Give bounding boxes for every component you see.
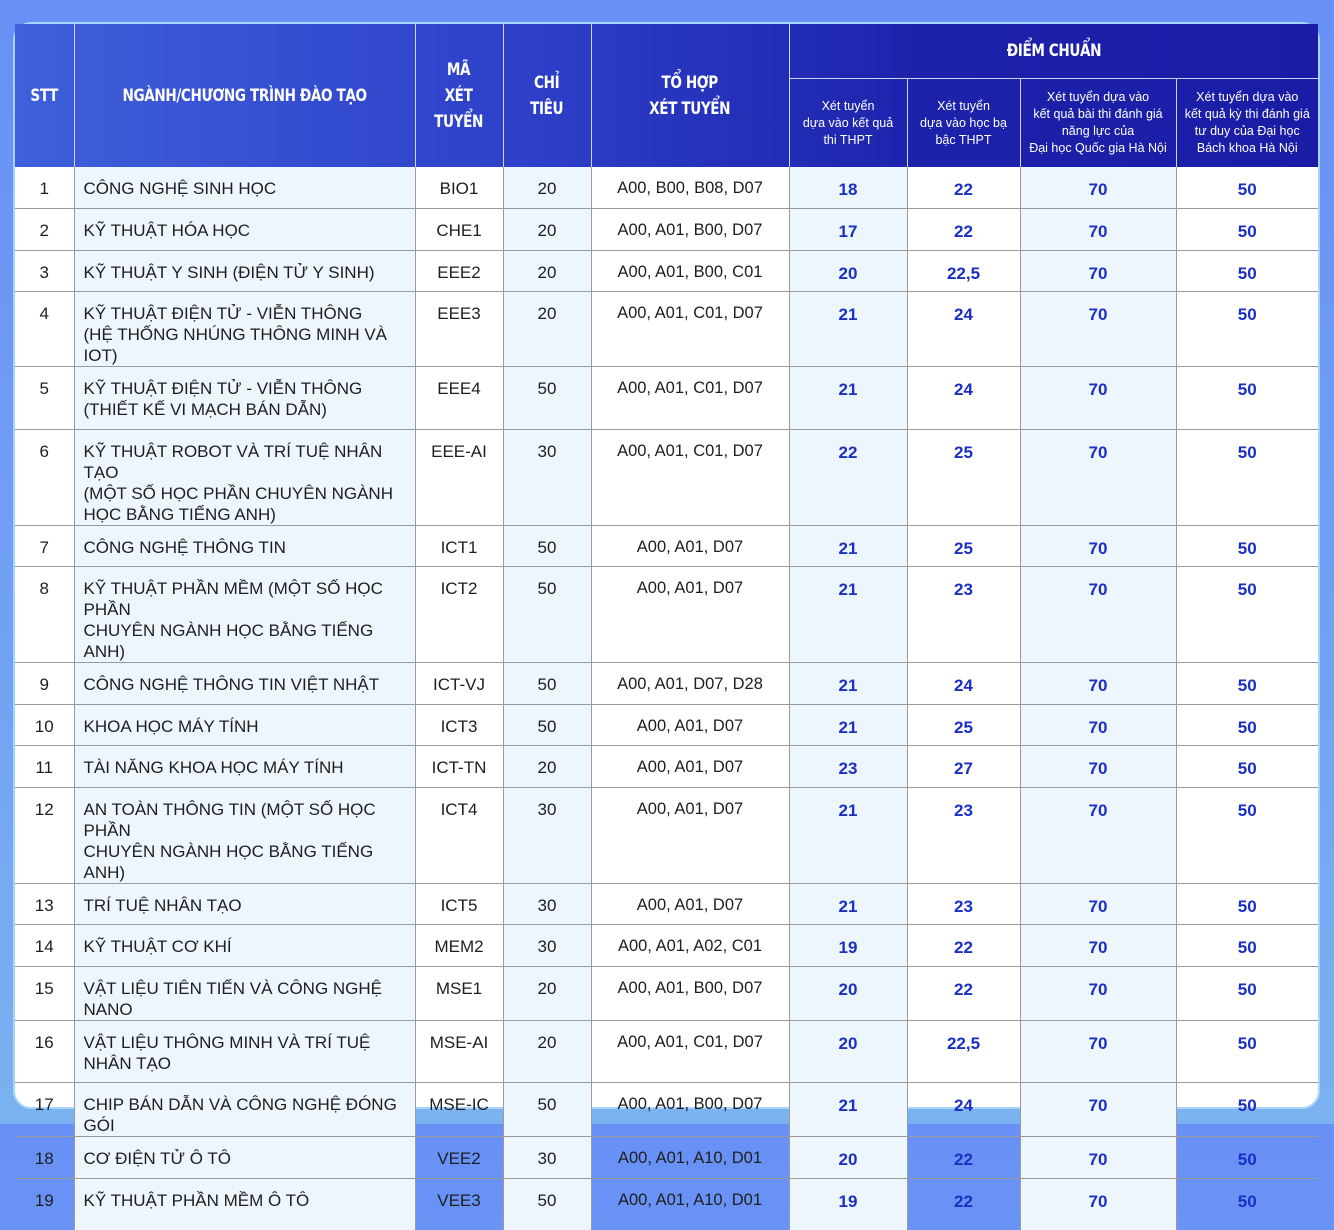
cell-program-name [74, 966, 415, 1020]
cell-quota: 50 [503, 367, 591, 430]
cell-stt: 14 [15, 925, 74, 967]
cell-score-hocba: 22 [907, 1137, 1020, 1179]
cell-score-hocba: 23 [907, 787, 1020, 883]
cell-score-dgnl: 70 [1020, 1083, 1176, 1137]
cell-stt: 4 [15, 292, 74, 367]
cell-stt: 18 [15, 1137, 74, 1179]
cell-score-hocba: 24 [907, 1083, 1020, 1137]
cell-combo: A00, A01, D07 [591, 704, 789, 746]
cell-score-thpt: 21 [789, 367, 907, 430]
table-row [15, 367, 1318, 430]
cell-stt: 3 [15, 250, 74, 292]
cell-combo: A00, A01, C01, D07 [591, 1020, 789, 1083]
cell-score-dgnl: 70 [1020, 1137, 1176, 1179]
cell-combo: A00, A01, A10, D01 [591, 1137, 789, 1179]
cell-score-dgtd: 50 [1237, 1191, 1257, 1211]
program-name-line: AN TOÀN THÔNG TIN (MỘT SỐ HỌC PHẦN [83, 799, 376, 840]
cell-score-thpt: 21 [789, 292, 907, 367]
cell-score-hocba: 25 [907, 525, 1020, 567]
cell-combo: A00, A01, D07 [591, 746, 789, 788]
cell-stt: 8 [15, 567, 74, 663]
table-row [15, 787, 1318, 883]
cell-score-thpt: 21 [789, 567, 907, 663]
cell-program-name [74, 567, 415, 663]
cell-code: ICT5 [415, 883, 503, 925]
cell-stt: 1 [15, 167, 74, 209]
program-name-line: CÔNG NGHỆ THÔNG TIN VIỆT NHẬT [83, 675, 380, 694]
program-name-line: KỸ THUẬT ĐIỆN TỬ - VIỄN THÔNG [83, 304, 363, 323]
cell-score-hocba: 22 [907, 167, 1020, 209]
cell-score-thpt: 19 [789, 925, 907, 967]
cell-quota: 50 [503, 1083, 591, 1137]
cell-program-name [74, 746, 415, 788]
cell-score-dgtd: 50 [1176, 787, 1318, 883]
cell-quota: 30 [503, 1137, 591, 1179]
cell-score-dgnl: 70 [1020, 1020, 1176, 1083]
cell-score-thpt: 22 [789, 429, 907, 525]
admission-cutoff-table [15, 24, 1318, 1230]
cell-code: ICT-VJ [415, 663, 503, 705]
cell-score-thpt: 21 [789, 525, 907, 567]
cell-code: MSE-IC [415, 1083, 503, 1137]
cell-score-dgnl: 70 [1020, 663, 1176, 705]
cell-quota: 20 [503, 1020, 591, 1083]
program-name-line: KỸ THUẬT ROBOT VÀ TRÍ TUỆ NHÂN TẠO [83, 441, 383, 482]
cell-score-dgnl: 70 [1020, 883, 1176, 925]
cell-combo: A00, A01, B00, C01 [591, 250, 789, 292]
cell-combo: A00, A01, A02, C01 [591, 925, 789, 967]
cell-code: ICT3 [415, 704, 503, 746]
cell-score-hocba: 27 [907, 746, 1020, 788]
cell-score-hocba: 25 [907, 704, 1020, 746]
cell-score-thpt: 21 [789, 704, 907, 746]
cell-score-dgtd: 50 [1176, 883, 1318, 925]
cell-combo: A00, A01, B00, D07 [591, 966, 789, 1020]
cell-program-name [74, 250, 415, 292]
header-program: NGÀNH/CHƯƠNG TRÌNH ĐÀO TẠO [74, 24, 415, 167]
cell-score-thpt: 20 [789, 1137, 907, 1179]
cell-quota: 50 [503, 525, 591, 567]
program-name-line: TÀI NĂNG KHOA HỌC MÁY TÍNH [83, 758, 344, 777]
cell-program-name [74, 1020, 415, 1083]
cell-stt: 2 [15, 209, 74, 251]
cell-score-thpt: 20 [789, 250, 907, 292]
cell-score-thpt: 20 [789, 966, 907, 1020]
cell-combo: A00, A01, C01, D07 [591, 292, 789, 367]
program-name-line: KỸ THUẬT ĐIỆN TỬ - VIỄN THÔNG [83, 379, 363, 398]
cell-score-dgnl: 70 [1020, 525, 1176, 567]
cell-score-dgnl: 70 [1020, 966, 1176, 1020]
cell-stt: 9 [15, 663, 74, 705]
cell-score-hocba: 22 [907, 925, 1020, 967]
cell-score-thpt: 18 [789, 167, 907, 209]
table-row [15, 883, 1318, 925]
cell-combo: A00, A01, C01, D07 [591, 429, 789, 525]
cell-code: ICT4 [415, 787, 503, 883]
cell-stt: 13 [15, 883, 74, 925]
cell-score-dgnl: 70 [1020, 567, 1176, 663]
cell-score-hocba: 22 [907, 966, 1020, 1020]
cell-stt: 5 [15, 367, 74, 430]
cell-score-hocba: 22 [907, 1178, 1020, 1230]
header-cutoff-hocba: Xét tuyển dựa vào học bạ bậc THPT [907, 79, 1020, 168]
cell-quota: 50 [503, 704, 591, 746]
cell-score-dgtd: 50 [1176, 663, 1318, 705]
cell-score-thpt: 19 [789, 1178, 907, 1230]
program-name-line: KỸ THUẬT Y SINH (ĐIỆN TỬ Y SINH) [83, 262, 375, 282]
cell-stt: 7 [15, 525, 74, 567]
cell-combo: A00, A01, D07 [591, 883, 789, 925]
program-name-line: CƠ ĐIỆN TỬ Ô TÔ [83, 1149, 231, 1168]
header-stt: STT [15, 24, 74, 167]
cell-score-dgnl: 70 [1020, 925, 1176, 967]
program-name-line: NHÂN TẠO [83, 1053, 172, 1073]
program-name-line: VẬT LIỆU TIÊN TIẾN VÀ CÔNG NGHỆ NANO [83, 978, 383, 1019]
cell-code: MEM2 [415, 925, 503, 967]
program-name-line: (THIẾT KẾ VI MẠCH BÁN DẪN) [83, 400, 327, 419]
table-body [15, 167, 1318, 1230]
program-name-line: CÔNG NGHỆ THÔNG TIN [83, 537, 286, 557]
program-name-line: KHOA HỌC MÁY TÍNH [83, 716, 259, 736]
cell-score-dgtd: 50 [1176, 429, 1318, 525]
table-row [15, 429, 1318, 525]
cell-score-dgnl: 70 [1020, 746, 1176, 788]
cell-score-dgtd: 50 [1176, 167, 1318, 209]
cell-code: CHE1 [415, 209, 503, 251]
cell-score-thpt: 17 [789, 209, 907, 251]
cell-combo: A00, A01, D07, D28 [591, 663, 789, 705]
cell-quota: 20 [503, 746, 591, 788]
cell-stt: 17 [15, 1083, 74, 1137]
cell-score-hocba: 22 [907, 209, 1020, 251]
cell-quota: 50 [503, 1178, 591, 1230]
cell-code: BIO1 [415, 167, 503, 209]
cell-score-hocba: 24 [907, 663, 1020, 705]
cell-score-dgtd: 50 [1176, 250, 1318, 292]
cell-combo: A00, A01, D07 [591, 525, 789, 567]
cell-score-dgnl: 70 [1020, 429, 1176, 525]
program-name-line: (HỆ THỐNG NHÚNG THÔNG MINH VÀ IOT) [83, 325, 387, 365]
cell-score-dgtd: 50 [1176, 746, 1318, 788]
cell-score-dgnl: 70 [1020, 250, 1176, 292]
cell-program-name [74, 663, 415, 705]
header-cutoff-thpt: Xét tuyển dựa vào kết quả thi THPT [789, 79, 907, 168]
table-row [15, 663, 1318, 705]
cell-stt: 19 [15, 1178, 74, 1230]
cell-program-name [74, 1178, 415, 1230]
cell-score-thpt: 21 [789, 663, 907, 705]
cell-score-dgtd: 50 [1176, 567, 1318, 663]
table-row [15, 925, 1318, 967]
table-row [15, 1083, 1318, 1137]
admission-cutoff-table-card [13, 22, 1320, 1211]
cell-score-dgnl: 70 [1020, 209, 1176, 251]
cell-score-hocba: 22,5 [907, 1020, 1020, 1083]
table-row [15, 1020, 1318, 1083]
program-name-line: TRÍ TUỆ NHÂN TẠO [83, 895, 242, 915]
cell-quota: 20 [503, 250, 591, 292]
cell-code: MSE-AI [415, 1020, 503, 1083]
cell-program-name [74, 292, 415, 367]
cell-quota: 50 [503, 663, 591, 705]
cell-combo: A00, A01, D07 [591, 787, 789, 883]
cell-stt: 15 [15, 966, 74, 1020]
header-combo: TỔ HỢP XÉT TUYỂN [591, 24, 789, 167]
cell-score-dgnl: 70 [1020, 1178, 1176, 1230]
cell-score-hocba: 23 [907, 567, 1020, 663]
header-quota: CHỈ TIÊU [503, 24, 591, 167]
program-name-line: HỌC BẰNG TIẾNG ANH) [83, 504, 276, 524]
table-row [15, 704, 1318, 746]
table-header [15, 24, 1318, 167]
cell-code: EEE4 [415, 367, 503, 430]
cell-stt: 16 [15, 1020, 74, 1083]
cell-score-dgnl: 70 [1020, 704, 1176, 746]
cell-score-dgnl: 70 [1020, 367, 1176, 430]
cell-quota: 30 [503, 429, 591, 525]
cell-stt: 12 [15, 787, 74, 883]
cell-quota: 20 [503, 209, 591, 251]
cell-score-thpt: 21 [789, 1083, 907, 1137]
program-name-line: (MỘT SỐ HỌC PHẦN CHUYÊN NGÀNH [83, 483, 393, 503]
cell-quota: 30 [503, 787, 591, 883]
header-code: MÃ XÉT TUYỂN [415, 24, 503, 167]
table-row [15, 1178, 1318, 1230]
cell-score-thpt: 21 [789, 787, 907, 883]
cell-score-dgnl: 70 [1020, 292, 1176, 367]
cell-code: ICT-TN [415, 746, 503, 788]
cell-score-hocba: 23 [907, 883, 1020, 925]
cell-program-name [74, 525, 415, 567]
cell-quota: 30 [503, 925, 591, 967]
cell-combo: A00, A01, B00, D07 [591, 1083, 789, 1137]
cell-quota: 20 [503, 167, 591, 209]
cell-code: VEE3 [415, 1178, 503, 1230]
cell-score-dgtd: 50 [1176, 525, 1318, 567]
header-cutoff-dgtd: Xét tuyển dựa vào kết quả kỳ thi đánh giá tư duy của Đại học Bách khoa Hà Nội [1176, 79, 1318, 168]
cell-program-name [74, 1083, 415, 1137]
table-row [15, 1137, 1318, 1179]
cell-program-name [74, 209, 415, 251]
cell-quota: 20 [503, 966, 591, 1020]
cell-code: VEE2 [415, 1137, 503, 1179]
cell-code: EEE2 [415, 250, 503, 292]
cell-score-hocba: 25 [907, 429, 1020, 525]
table-row [15, 209, 1318, 251]
program-name-line: CÔNG NGHỆ SINH HỌC [83, 179, 277, 198]
cell-stt: 10 [15, 704, 74, 746]
table-row [15, 746, 1318, 788]
cell-code: MSE1 [415, 966, 503, 1020]
cell-score-dgtd: 50 [1176, 209, 1318, 251]
cell-program-name [74, 787, 415, 883]
cell-score-thpt: 23 [789, 746, 907, 788]
cell-program-name [74, 429, 415, 525]
cell-score-thpt: 21 [789, 883, 907, 925]
cell-program-name [74, 883, 415, 925]
cell-score-dgtd: 50 [1176, 1083, 1318, 1137]
cell-program-name [74, 167, 415, 209]
cell-quota: 20 [503, 292, 591, 367]
program-name-line: CHUYÊN NGÀNH HỌC BẰNG TIẾNG ANH) [83, 841, 374, 882]
program-name-line: KỸ THUẬT PHẦN MỀM Ô TÔ [83, 1190, 310, 1210]
cell-score-hocba: 22,5 [907, 250, 1020, 292]
cell-stt: 11 [15, 746, 74, 788]
cell-quota: 50 [503, 567, 591, 663]
cell-program-name [74, 925, 415, 967]
header-cutoff: ĐIỂM CHUẨN [1006, 41, 1101, 61]
cell-combo: A00, A01, B00, D07 [591, 209, 789, 251]
table-row [15, 167, 1318, 209]
cell-score-dgnl: 70 [1020, 167, 1176, 209]
cell-code: EEE-AI [415, 429, 503, 525]
cell-score-dgtd: 50 [1176, 292, 1318, 367]
cell-score-dgtd: 50 [1176, 1020, 1318, 1083]
cell-program-name [74, 704, 415, 746]
cell-stt: 6 [15, 429, 74, 525]
cell-score-hocba: 24 [907, 292, 1020, 367]
cell-combo: A00, A01, A10, D01 [591, 1178, 789, 1230]
program-name-line: KỸ THUẬT PHẦN MỀM (MỘT SỐ HỌC PHẦN [83, 579, 383, 619]
table-row [15, 966, 1318, 1020]
cell-code: EEE3 [415, 292, 503, 367]
program-name-line: KỸ THUẬT HÓA HỌC [83, 221, 251, 240]
cell-score-dgnl: 70 [1020, 787, 1176, 883]
header-cutoff-dgnl: Xét tuyển dựa vào kết quả bài thi đánh giá năng lực của Đại học Quốc gia Hà Nội [1020, 79, 1176, 168]
cell-score-dgtd: 50 [1176, 367, 1318, 430]
cell-program-name [74, 1137, 415, 1179]
table-row [15, 250, 1318, 292]
cell-score-dgtd: 50 [1176, 966, 1318, 1020]
cell-combo: A00, B00, B08, D07 [591, 167, 789, 209]
program-name-line: KỸ THUẬT CƠ KHÍ [83, 937, 232, 956]
table-row [15, 525, 1318, 567]
program-name-line: VẬT LIỆU THÔNG MINH VÀ TRÍ TUỆ [83, 1032, 371, 1052]
cell-code: ICT2 [415, 567, 503, 663]
cell-quota: 30 [503, 883, 591, 925]
cell-combo: A00, A01, C01, D07 [591, 367, 789, 430]
cell-score-hocba: 24 [907, 367, 1020, 430]
program-name-line: CHIP BÁN DẪN VÀ CÔNG NGHỆ ĐÓNG GÓI [83, 1095, 397, 1135]
table-row [15, 292, 1318, 367]
program-name-line: CHUYÊN NGÀNH HỌC BẰNG TIẾNG ANH) [83, 621, 374, 661]
cell-score-dgtd: 50 [1176, 925, 1318, 967]
cell-combo: A00, A01, D07 [591, 567, 789, 663]
cell-score-dgtd: 50 [1176, 1137, 1318, 1179]
cell-score-thpt: 20 [789, 1020, 907, 1083]
cell-score-dgtd: 50 [1176, 704, 1318, 746]
cell-code: ICT1 [415, 525, 503, 567]
table-row [15, 567, 1318, 663]
cell-program-name [74, 367, 415, 430]
